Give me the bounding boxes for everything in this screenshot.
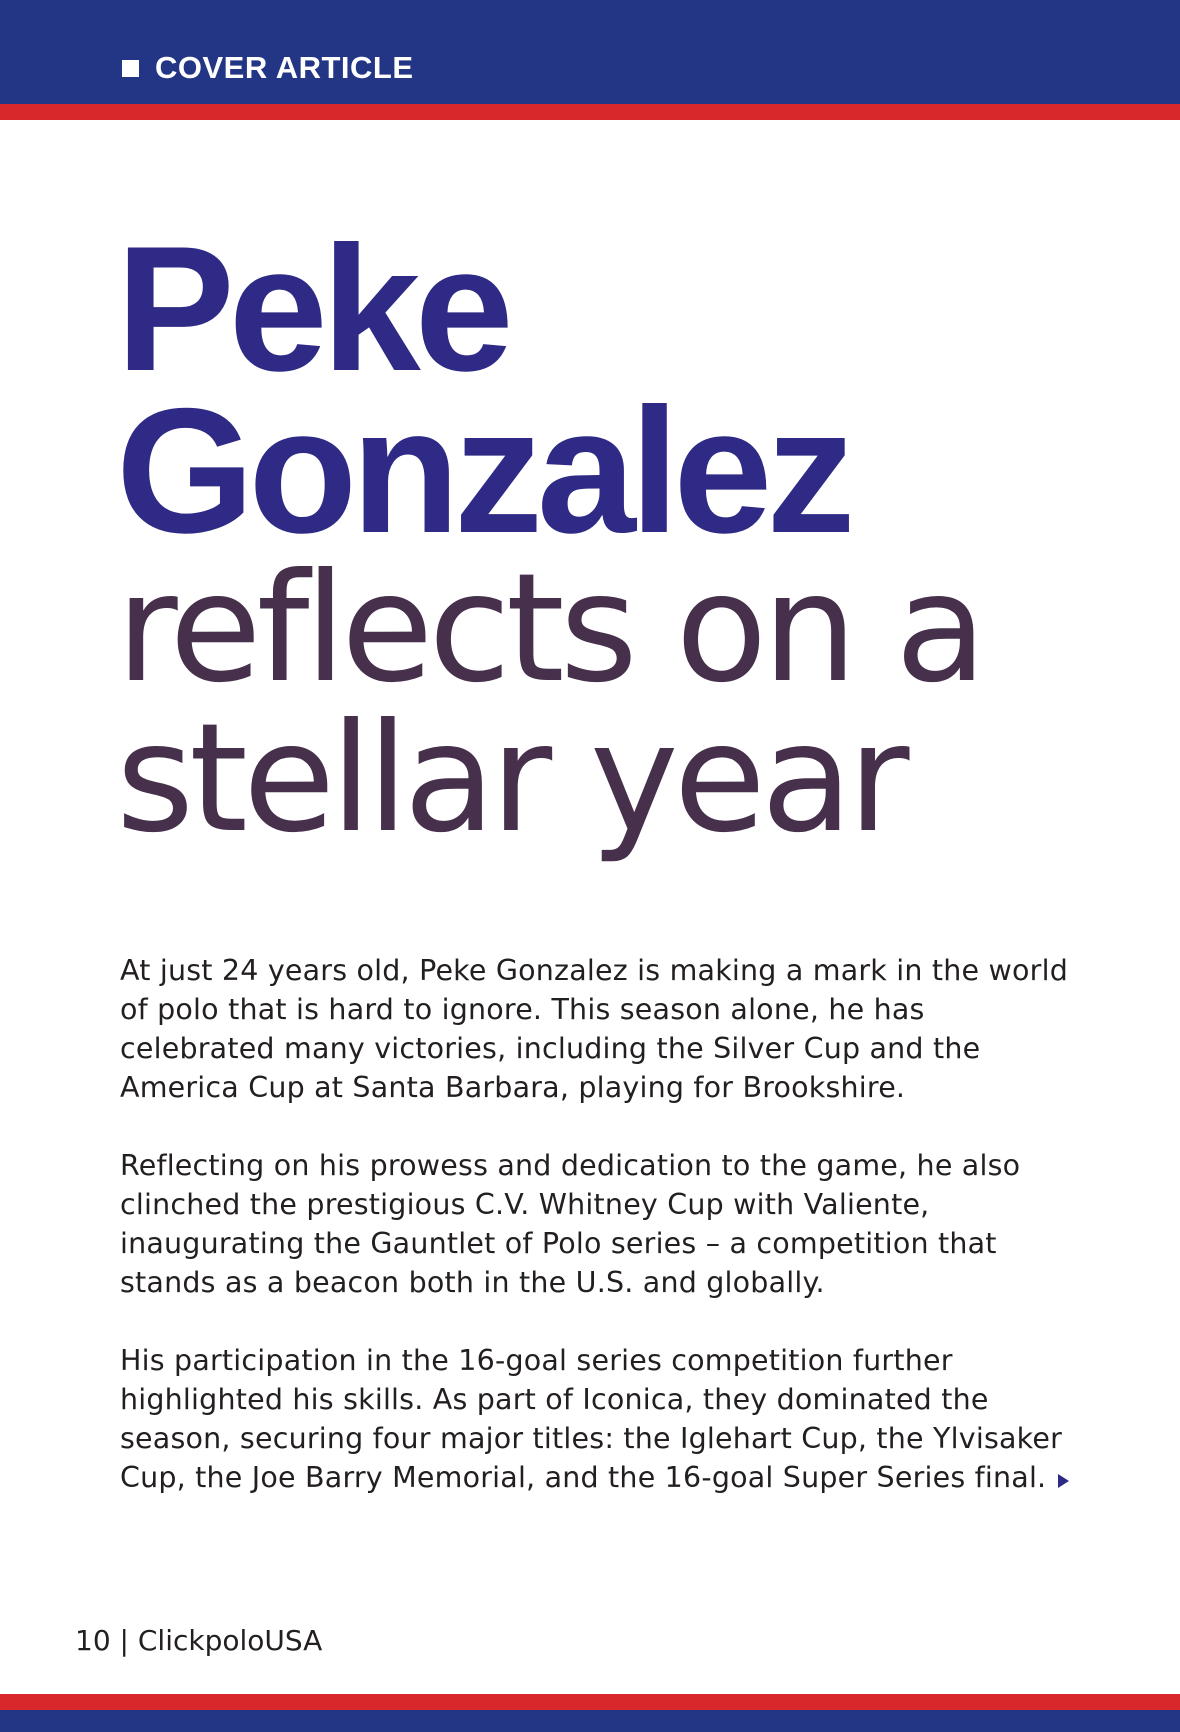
- article-paragraph-1: At just 24 years old, Peke Gonzalez is making a mark in the world of polo that is hard to ignore. This season alone, he has celebrated many victories, including the Silver Cup and the America Cup at Santa Barbara, playing for Brookshire.: [120, 954, 1069, 1104]
- bottom-red-stripe: [0, 1694, 1180, 1710]
- headline-name-line-1: Peke: [116, 209, 508, 408]
- headline: [116, 209, 1156, 866]
- square-bullet-icon: [122, 60, 139, 77]
- page-folio: 10 | ClickpoloUSA: [75, 1624, 323, 1657]
- headline-sub-line-2: stellar year: [116, 692, 905, 866]
- article-paragraph-3-text: His participation in the 16-goal series competition further highlighted his skills. As part of Iconica, they dominated the season, securing four major titles: the Iglehart Cup, the Ylvisaker Cup, the Joe Barry Memorial, and the 16-goal Super Series final.: [120, 1344, 1063, 1494]
- section-label: [122, 48, 414, 88]
- headline-name-line-2: Gonzalez: [116, 371, 850, 570]
- triangle-right-icon: [1058, 1474, 1069, 1488]
- headline-sub-line-1: reflects on a: [116, 542, 982, 716]
- bottom-footer-bar: [0, 1710, 1180, 1732]
- section-label-text: COVER ARTICLE: [155, 50, 414, 85]
- article-paragraph-2: Reflecting on his prowess and dedication to the game, he also clinched the prestigious C.V. Whitney Cup with Valiente, inaugurating the Gauntlet of Polo series – a competition that stands as a beacon both in the U.S. and globally.: [120, 1149, 1021, 1299]
- article-body: [120, 951, 1080, 1536]
- top-red-stripe: [0, 104, 1180, 120]
- article-paragraph-3: [120, 1341, 1080, 1497]
